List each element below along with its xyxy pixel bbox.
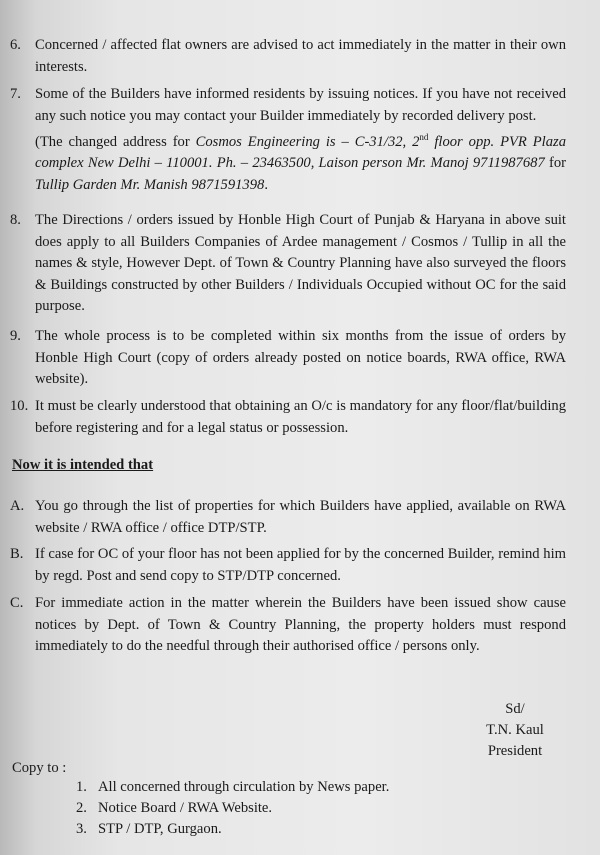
item-number: 8. xyxy=(10,212,21,228)
copy-item: 3. STP / DTP, Gurgaon. xyxy=(76,821,222,837)
copy-item: 2. Notice Board / RWA Website. xyxy=(76,800,273,816)
item-number: 7. xyxy=(10,86,21,102)
item-letter: A. xyxy=(10,498,25,514)
signature-sd: Sd/ xyxy=(505,701,525,717)
item-number: 9. xyxy=(10,328,21,344)
copy-to-list xyxy=(76,777,389,840)
item-text: Concerned / affected flat owners are advised to act immediately in the matter in their own interests. xyxy=(35,37,566,75)
lettered-item-b xyxy=(10,544,566,587)
item-letter: B. xyxy=(10,546,24,562)
item-text: The whole process is to be completed within six months from the issue of orders by Honble High Court (copy of orders already posted on notice boards, RWA office, RWA website). xyxy=(35,328,566,387)
item-text: You go through the list of properties for which Builders have applied, available on RWA website / RWA office / office DTP/STP. xyxy=(35,498,566,536)
signature-title: President xyxy=(487,743,543,759)
list-item-10 xyxy=(10,396,566,439)
signature-block xyxy=(470,699,560,762)
list-item-9 xyxy=(10,326,566,391)
lettered-item-a xyxy=(10,496,566,539)
item-text: If case for OC of your floor has not been applied for by the concerned Builder, remind him by regd. Post and send copy to STP/DTP concerned. xyxy=(35,546,566,584)
copy-to-label: Copy to : xyxy=(12,760,67,776)
item-text: Some of the Builders have informed residents by issuing notices. If you have not received any such notice you may contact your Builder immediately by recorded delivery post. xyxy=(35,86,566,124)
item-text: The Directions / orders issued by Honble High Court of Punjab & Haryana in above suit does apply to all Builders Companies of Ardee management / Cosmos / Tullip in all the names & style, However Dept. of Town & Country Planning have also surveyed the floors & Buildings constructed by other Builders / Individuals Occupied without OC for the said purpose. xyxy=(35,212,566,314)
lettered-item-c xyxy=(10,593,566,658)
list-item-6 xyxy=(10,35,566,78)
item-number: 6. xyxy=(10,37,21,53)
list-item-8 xyxy=(10,210,566,318)
item-text: For immediate action in the matter wherein the Builders have been issued show cause notices by Dept. of Town & Country Planning, the property holders must respond immediately to do the needful through their authorised office / persons only. xyxy=(35,595,566,654)
copy-item: 1. All concerned through circulation by News paper. xyxy=(76,779,390,795)
signature-name: T.N. Kaul xyxy=(486,722,544,738)
address-note: (The changed address for Cosmos Engineering is – C-31/32, 2nd floor opp. PVR Plaza complex New Delhi – 110001. Ph. – 23463500, Laison person Mr. Manoj 9711987687 for Tullip Garden Mr. Manish 9871591398. xyxy=(35,132,567,193)
list-item-7 xyxy=(10,84,566,196)
section-heading: Now it is intended that xyxy=(12,457,154,473)
item-letter: C. xyxy=(10,595,24,611)
item-text: It must be clearly understood that obtaining an O/c is mandatory for any floor/flat/building before registering and for a legal status or possession. xyxy=(35,398,566,436)
item-number: 10. xyxy=(10,398,29,414)
